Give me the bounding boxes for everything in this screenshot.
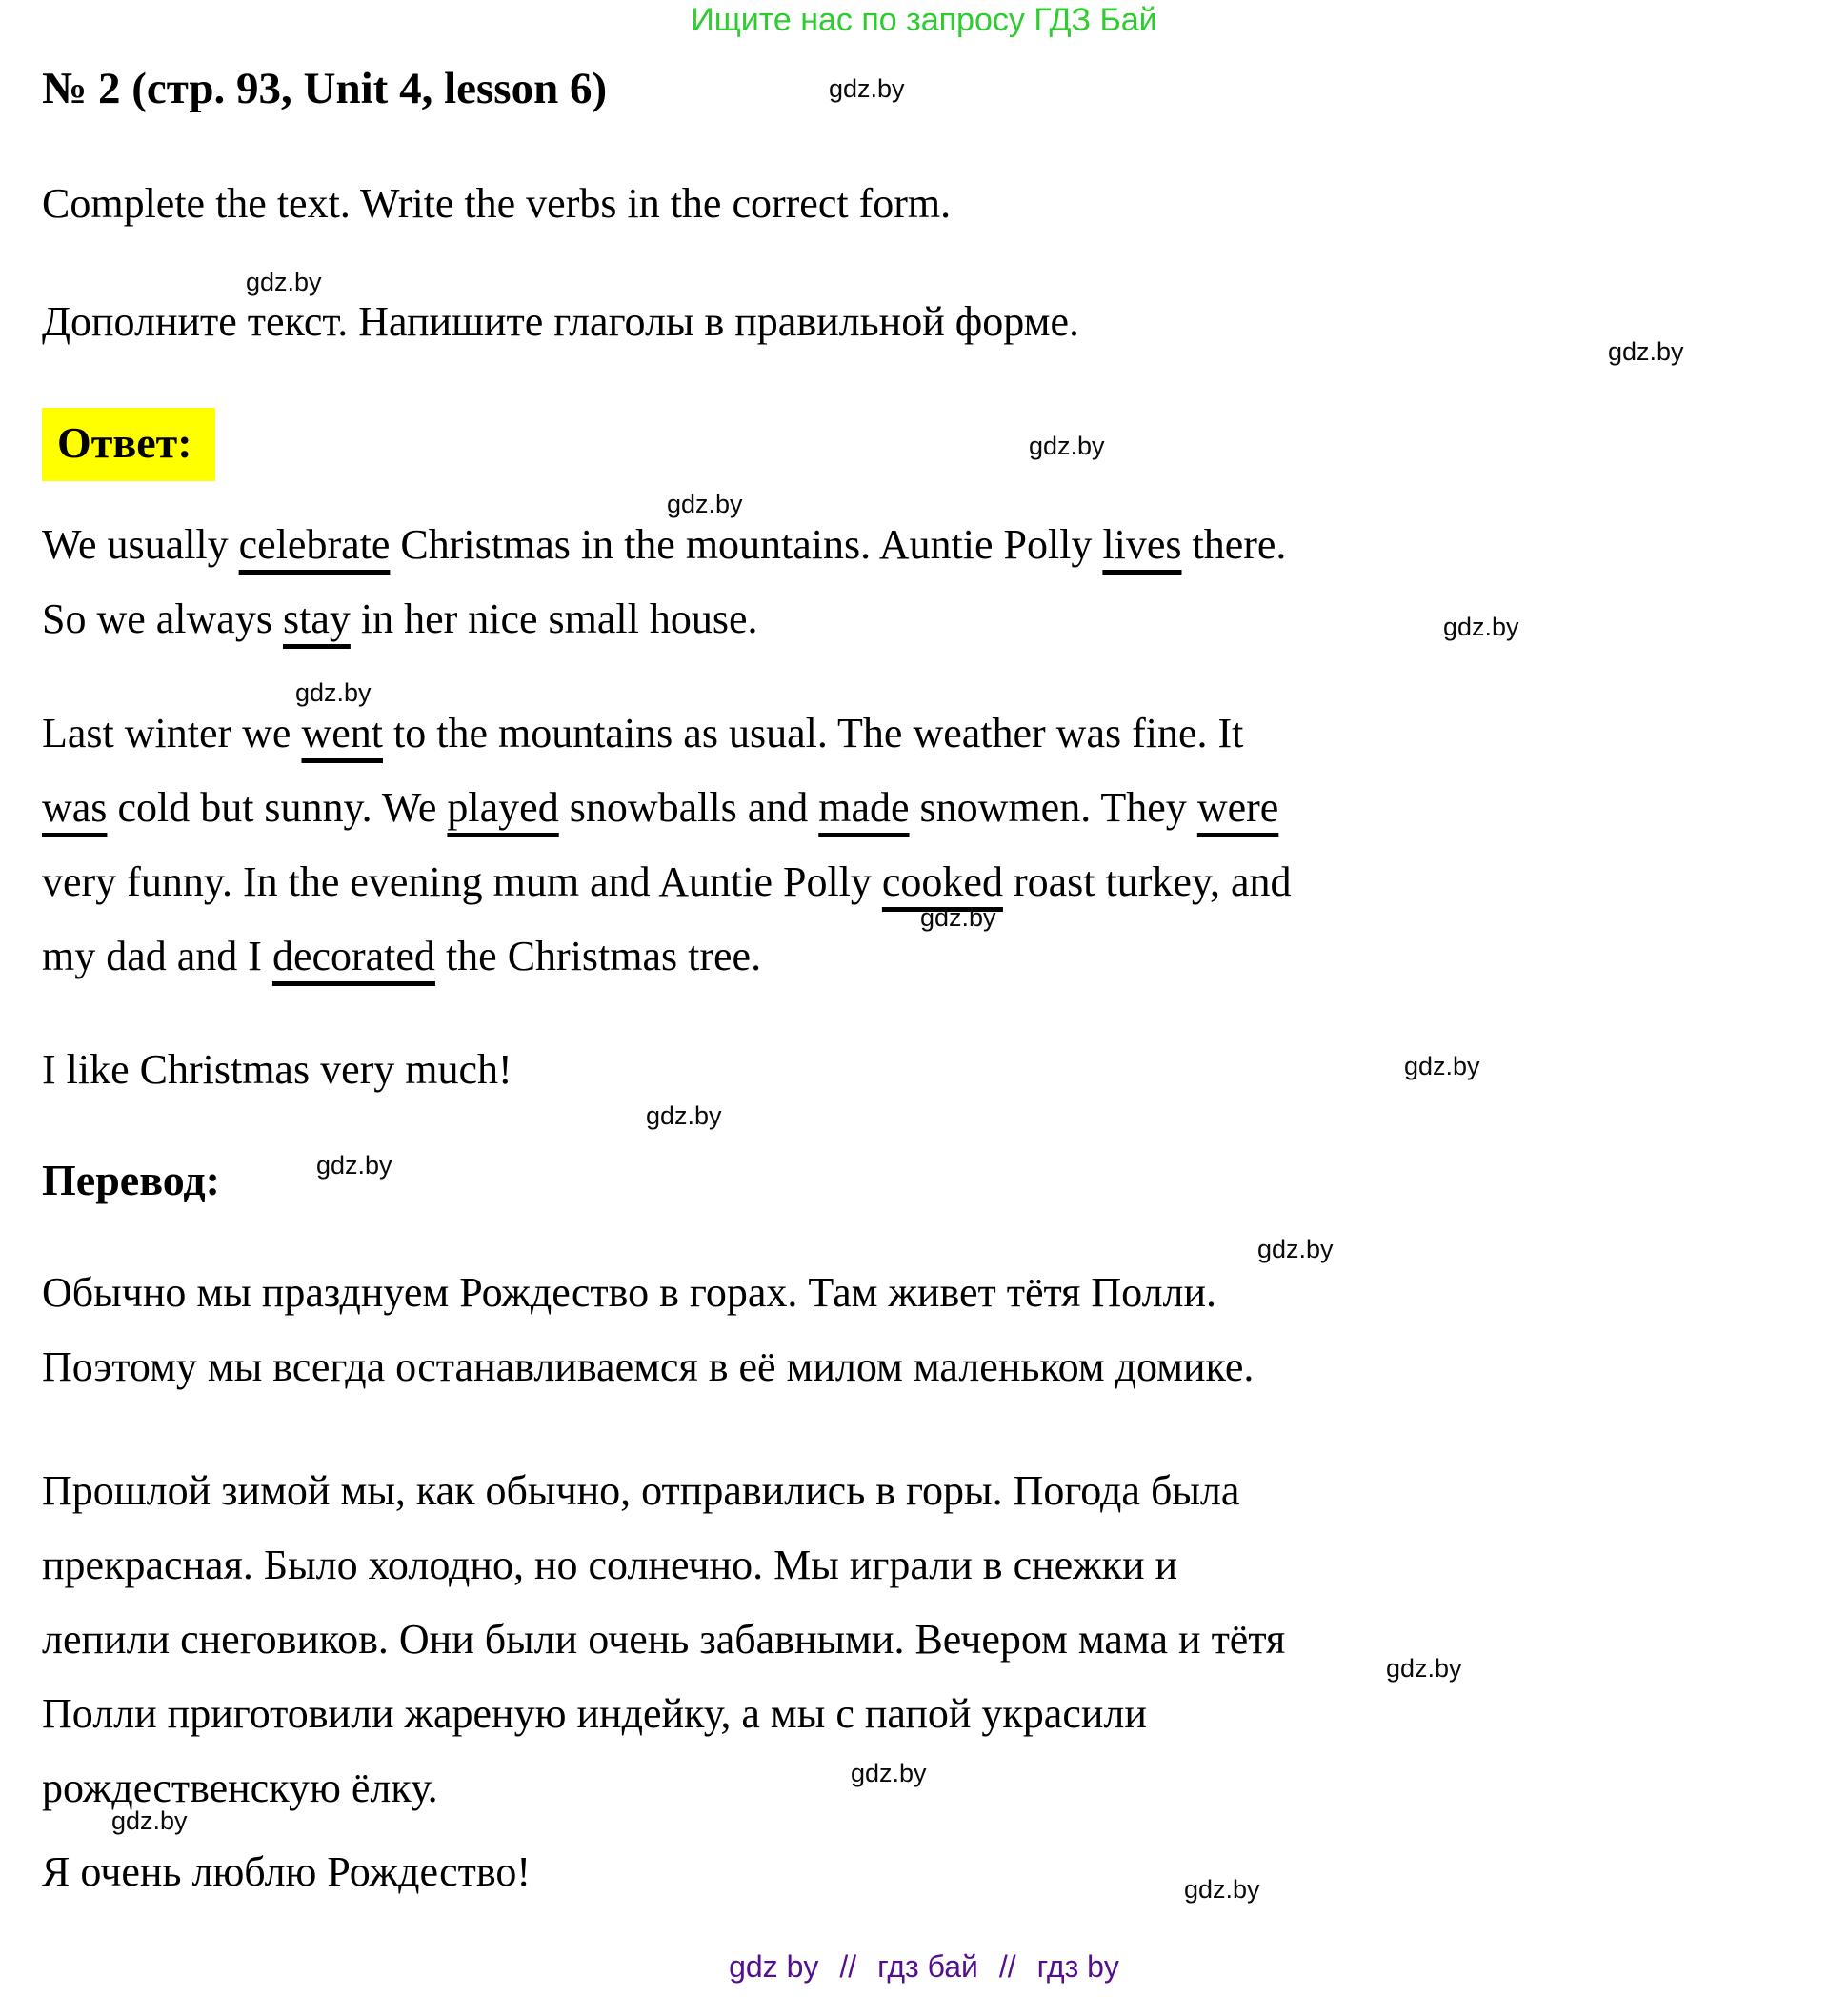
footer-link[interactable]: гдз бай bbox=[877, 1949, 978, 1984]
text-segment: very funny. In the evening mum and Auntie Polly bbox=[42, 858, 882, 905]
text-line bbox=[42, 1033, 512, 1107]
gdz-watermark: gdz.by bbox=[646, 1101, 722, 1130]
underlined-verb: made bbox=[818, 784, 910, 831]
text-segment: there. bbox=[1181, 521, 1287, 568]
gdz-watermark: gdz.by bbox=[1184, 1875, 1260, 1904]
text-segment: Прошлой зимой мы, как обычно, отправились в горы. Погода была bbox=[42, 1467, 1240, 1514]
gdz-watermark: gdz.by bbox=[829, 74, 905, 103]
gdz-watermark: gdz.by bbox=[1029, 432, 1105, 460]
gdz-watermark: gdz.by bbox=[920, 903, 996, 932]
text-segment: I like Christmas very much! bbox=[42, 1046, 512, 1093]
gdz-watermark: gdz.by bbox=[246, 268, 322, 296]
text-line bbox=[42, 1603, 1285, 1677]
text-line bbox=[42, 1454, 1285, 1528]
text-segment: snowmen. They bbox=[909, 784, 1197, 831]
text-line bbox=[42, 508, 1286, 582]
text-segment: So we always bbox=[42, 595, 283, 642]
underlined-verb: were bbox=[1196, 784, 1279, 831]
answer-paragraph bbox=[42, 696, 1292, 994]
text-segment: Я очень люблю Рождество! bbox=[42, 1848, 532, 1895]
underlined-verb: decorated bbox=[271, 933, 435, 979]
text-line bbox=[42, 845, 1292, 919]
text-segment: cold but sunny. We bbox=[107, 784, 448, 831]
footer-links bbox=[0, 1949, 1848, 1985]
translation-label: Перевод: bbox=[42, 1156, 220, 1204]
text-segment: Поэтому мы всегда останавливаемся в её милом маленьком домике. bbox=[42, 1343, 1255, 1390]
text-segment: in her nice small house. bbox=[350, 595, 758, 642]
text-segment: лепили снеговиков. Они были очень забавными. Вечером мама и тётя bbox=[42, 1616, 1286, 1663]
text-line bbox=[42, 919, 1292, 994]
text-segment: Обычно мы празднуем Рождество в горах. Там живет тётя Полли. bbox=[42, 1269, 1217, 1316]
text-line bbox=[42, 1835, 531, 1909]
answer-paragraph bbox=[42, 508, 1286, 656]
underlined-verb: stay bbox=[282, 595, 351, 642]
underlined-verb: cooked bbox=[881, 858, 1003, 905]
text-line bbox=[42, 1751, 1285, 1826]
text-line bbox=[42, 582, 1286, 656]
gdz-watermark: gdz.by bbox=[1608, 337, 1684, 366]
text-line bbox=[42, 1528, 1285, 1603]
text-segment: roast turkey, and bbox=[1002, 858, 1292, 905]
text-line bbox=[42, 1256, 1254, 1330]
text-segment: прекрасная. Было холодно, но солнечно. Мы играли в снежки и bbox=[42, 1542, 1178, 1588]
gdz-watermark: gdz.by bbox=[667, 490, 743, 518]
text-line bbox=[42, 1677, 1285, 1751]
underlined-verb: went bbox=[301, 710, 383, 756]
gdz-watermark: gdz.by bbox=[1386, 1654, 1462, 1683]
translation-paragraph bbox=[42, 1835, 531, 1909]
gdz-watermark: gdz.by bbox=[1443, 613, 1519, 641]
instruction-ru: Дополните текст. Напишите глаголы в правильной форме. bbox=[42, 298, 1079, 345]
answer-paragraph bbox=[42, 1033, 512, 1107]
footer-separator: // bbox=[839, 1949, 857, 1984]
answer-label: Ответ: bbox=[42, 408, 215, 481]
text-line bbox=[42, 696, 1292, 771]
exercise-heading: № 2 (стр. 93, Unit 4, lesson 6) bbox=[42, 64, 608, 113]
text-segment: to the mountains as usual. The weather was fine. It bbox=[383, 710, 1244, 756]
text-segment: Christmas in the mountains. Auntie Polly bbox=[390, 521, 1103, 568]
text-line bbox=[42, 771, 1292, 845]
translation-paragraph bbox=[42, 1256, 1254, 1404]
gdz-watermark: gdz.by bbox=[111, 1806, 188, 1835]
footer-separator: // bbox=[998, 1949, 1016, 1984]
text-segment: Last winter we bbox=[42, 710, 302, 756]
underlined-verb: was bbox=[42, 784, 108, 831]
underlined-verb: celebrate bbox=[238, 521, 391, 568]
instruction-en: Complete the text. Write the verbs in the correct form. bbox=[42, 180, 952, 227]
text-segment: We usually bbox=[42, 521, 239, 568]
text-segment: snowballs and bbox=[558, 784, 819, 831]
promo-banner-text: Ищите нас по запросу ГДЗ Бай bbox=[691, 2, 1157, 38]
footer-link[interactable]: гдз by bbox=[1036, 1949, 1119, 1984]
gdz-watermark: gdz.by bbox=[1404, 1052, 1480, 1080]
gdz-watermark: gdz.by bbox=[316, 1151, 392, 1180]
gdz-watermark: gdz.by bbox=[851, 1759, 927, 1787]
gdz-watermark: gdz.by bbox=[1257, 1235, 1334, 1263]
text-segment: my dad and I bbox=[42, 933, 272, 979]
text-segment: Полли приготовили жареную индейку, а мы с папой украсили bbox=[42, 1690, 1147, 1737]
text-segment: the Christmas tree. bbox=[434, 933, 762, 979]
translation-paragraph bbox=[42, 1454, 1285, 1826]
text-line bbox=[42, 1330, 1254, 1404]
underlined-verb: played bbox=[447, 784, 559, 831]
underlined-verb: lives bbox=[1102, 521, 1182, 568]
text-segment: рождественскую ёлку. bbox=[42, 1765, 438, 1811]
gdz-watermark: gdz.by bbox=[295, 678, 372, 707]
footer-link[interactable]: gdz by bbox=[729, 1949, 819, 1984]
